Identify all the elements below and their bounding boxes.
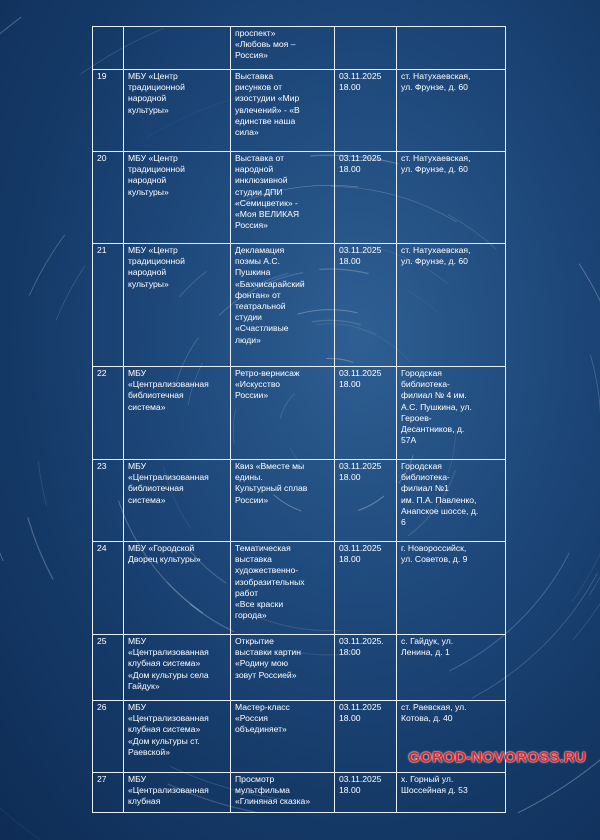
organization-cell: МБУ «Централизованная клубная (124, 773, 231, 813)
event-cell: Квиз «Вместе мы едины. Культурный сплав России» (231, 460, 335, 542)
place-cell: ст. Натухаевская, ул. Фрунзе, д. 60 (397, 70, 506, 152)
organization-cell: МБУ «Централизованная библиотечная система» (124, 460, 231, 542)
table-row (93, 244, 506, 367)
organization-cell (124, 27, 231, 70)
organization-cell: МБУ «Централизованная клубная система» «Дом культуры села Гайдук» (124, 635, 231, 701)
date-cell: 03.11.2025. 18:00 (335, 635, 397, 701)
star-trail (28, 518, 53, 579)
table-row (93, 152, 506, 244)
star-trail (503, 0, 600, 19)
date-cell: 03.11.2025 18.00 (335, 244, 397, 367)
table-row (93, 27, 506, 70)
event-cell: Просмотр мультфильма «Глиняная сказка» (231, 773, 335, 813)
event-cell: Выставка от народной инклюзивной студии ДПИ «Семицветик» - «Моя ВЕЛИКАЯ Россия» (231, 152, 335, 244)
event-cell: Мастер-класс «Россия объединяет» (231, 701, 335, 773)
date-cell: 03.11.2025 18.00 (335, 542, 397, 635)
date-cell: 03.11.2025 18.00 (335, 701, 397, 773)
date-cell: 03.11.2025 18.00 (335, 70, 397, 152)
place-cell: Городская библиотека- филиал № 4 им. А.С. Пушкина, ул. Героев- Десантников, д. 57А (397, 367, 506, 460)
row-number: 20 (93, 152, 124, 244)
row-number: 27 (93, 773, 124, 813)
star-trail (573, 534, 600, 640)
row-number (93, 27, 124, 70)
organization-cell: МБУ «Центр традиционной народной культуры» (124, 244, 231, 367)
table-row (93, 460, 506, 542)
organization-cell: МБУ «Городской Дворец культуры» (124, 542, 231, 635)
row-number: 22 (93, 367, 124, 460)
date-cell: 03.11.2025 18.00 (335, 773, 397, 813)
event-cell: Выставка рисунков от изостудии «Мир увлечений» - «В единстве наша сила» (231, 70, 335, 152)
star-trail (590, 497, 600, 594)
place-cell (397, 27, 506, 70)
row-number: 26 (93, 701, 124, 773)
organization-cell: МБУ «Центр традиционной народной культуры» (124, 152, 231, 244)
place-cell: ст. Раевская, ул. Котова, д. 40 (397, 701, 506, 773)
row-number: 19 (93, 70, 124, 152)
event-cell: Тематическая выставка художественно- изобразительных работ «Все краски города» (231, 542, 335, 635)
star-trail (591, 356, 600, 421)
date-cell: 03.11.2025 18.00 (335, 460, 397, 542)
place-cell: с. Гайдук, ул. Ленина, д. 1 (397, 635, 506, 701)
table-row (93, 70, 506, 152)
row-number: 23 (93, 460, 124, 542)
row-number: 21 (93, 244, 124, 367)
star-trail (38, 462, 46, 506)
watermark-text: GOROD-NOVOROSS.RU (408, 749, 586, 766)
star-trail (0, 445, 3, 561)
table-row (93, 773, 506, 813)
star-trail (56, 266, 85, 320)
row-number: 25 (93, 635, 124, 701)
place-cell: г. Новороссийск, ул. Советов, д. 9 (397, 542, 506, 635)
place-cell: х. Горный ул. Шоссейная д. 53 (397, 773, 506, 813)
row-number: 24 (93, 542, 124, 635)
star-trail (30, 235, 65, 295)
star-trail (0, 788, 87, 840)
organization-cell: МБУ «Централизованная клубная система» «Дом культуры ст. Раевской» (124, 701, 231, 773)
date-cell: 03.11.2025 18.00 (335, 152, 397, 244)
event-cell: Декламация поэмы А.С. Пушкина «Бахчисарайский фонтан» от театральной студии «Счастливые люди» (231, 244, 335, 367)
date-cell: 03.11.2025 18.00 (335, 367, 397, 460)
organization-cell: МБУ «Централизованная библиотечная система» (124, 367, 231, 460)
star-trail (579, 264, 600, 401)
event-cell: проспект» «Любовь моя – Россия» (231, 27, 335, 70)
organization-cell: МБУ «Центр традиционной народной культуры» (124, 70, 231, 152)
place-cell: ст. Натухаевская, ул. Фрунзе, д. 60 (397, 244, 506, 367)
star-trail (0, 17, 21, 286)
table-row (93, 635, 506, 701)
events-table (92, 26, 506, 813)
event-cell: Ретро-вернисаж «Искусство России» (231, 367, 335, 460)
place-cell: Городская библиотека- филиал №1 им. П.А. Павленко, Анапское шоссе, д. 6 (397, 460, 506, 542)
star-trail (0, 755, 49, 840)
table-row (93, 367, 506, 460)
star-trail (572, 525, 600, 601)
place-cell: ст. Натухаевская, ул. Фрунзе, д. 60 (397, 152, 506, 244)
date-cell (335, 27, 397, 70)
event-cell: Открытие выставки картин «Родину мою зовут Россией» (231, 635, 335, 701)
table-row (93, 542, 506, 635)
events-table-body (93, 27, 506, 813)
